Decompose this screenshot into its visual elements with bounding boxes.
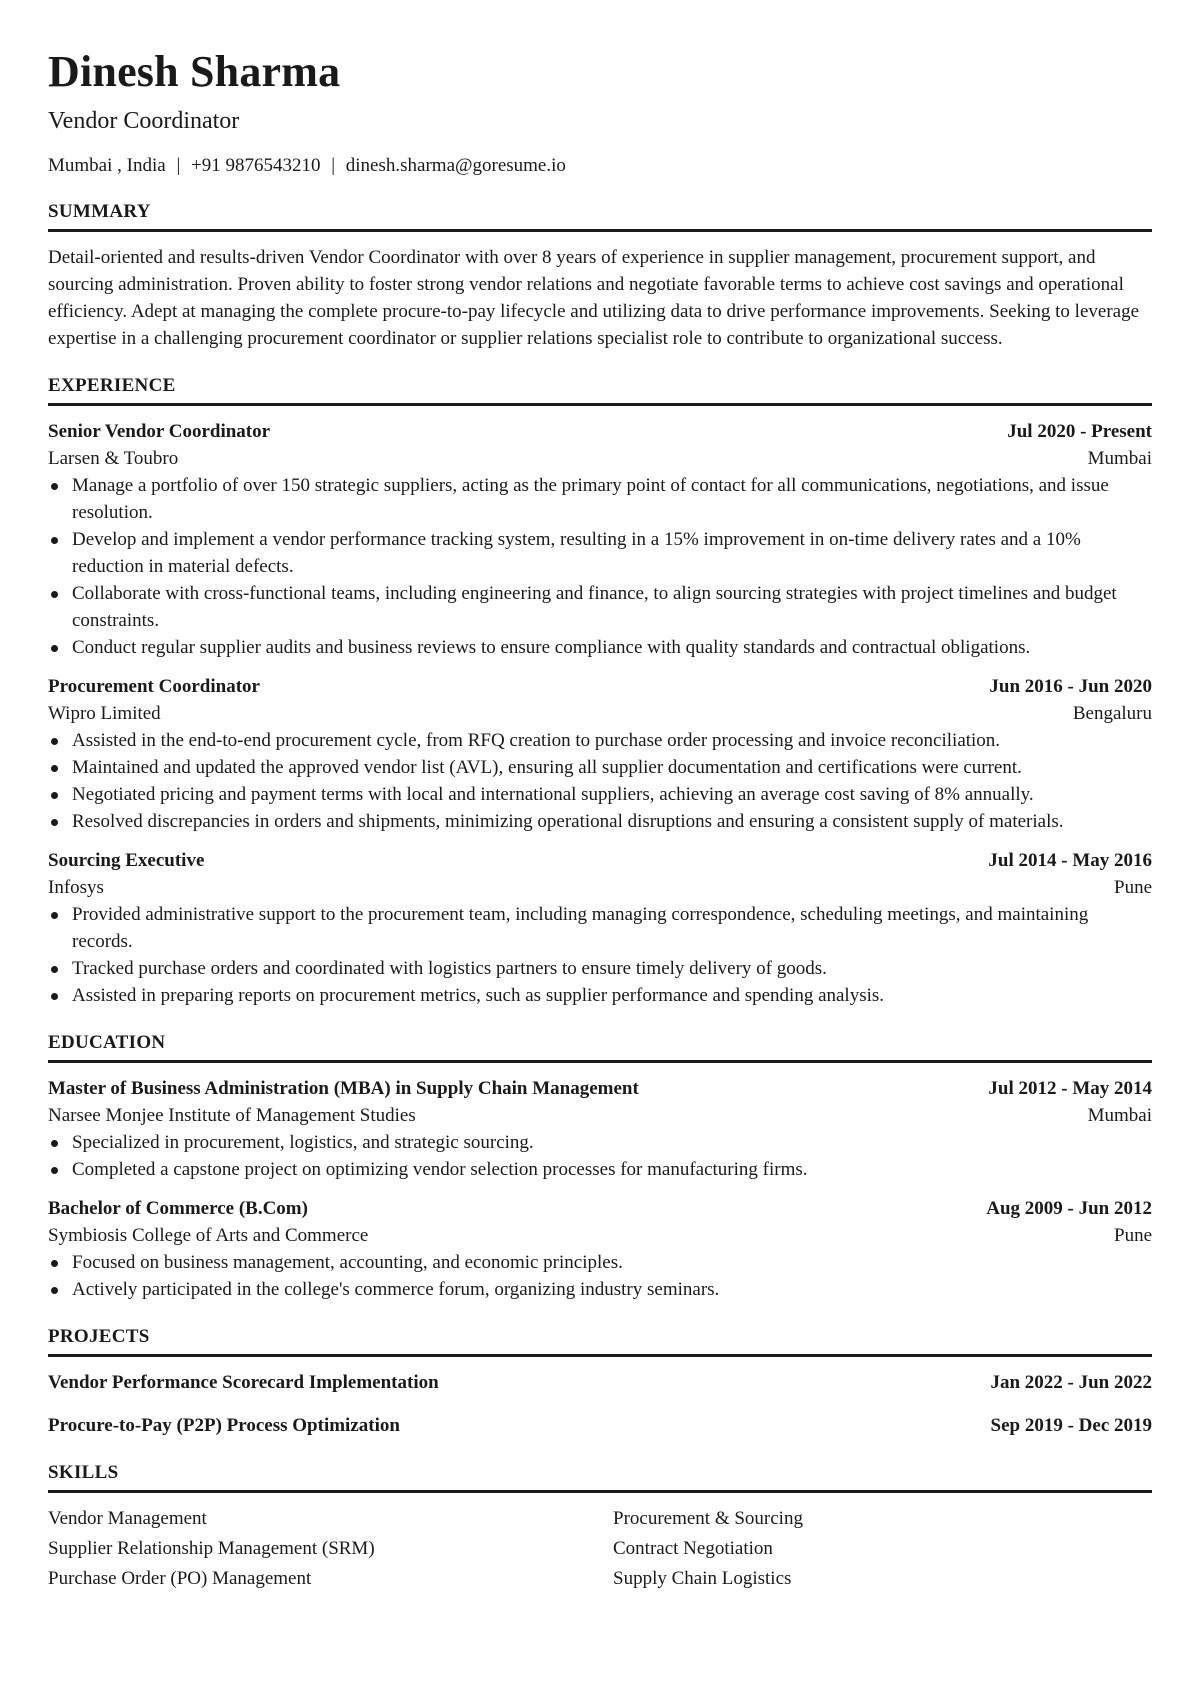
education-entry <box>48 1075 1152 1183</box>
job-location: Mumbai <box>1087 448 1152 469</box>
skill-item: Contract Negotiation <box>613 1538 773 1559</box>
project-entry <box>48 1369 1152 1396</box>
section-heading: SKILLS <box>48 1461 1152 1493</box>
entry-header <box>48 847 1152 874</box>
bullet-item: Negotiated pricing and payment terms with local and international suppliers, achieving an average cost saving of 8% annually. <box>72 781 1152 808</box>
project-entry <box>48 1412 1152 1439</box>
contact-separator: | <box>331 155 336 176</box>
skills-grid <box>48 1505 1152 1592</box>
project-title: Procure-to-Pay (P2P) Process Optimization <box>48 1415 400 1436</box>
education-location: Mumbai <box>1087 1105 1152 1126</box>
entry-subheader <box>48 1222 1152 1249</box>
bullet-item: Develop and implement a vendor performance tracking system, resulting in a 15% improvement in on-time delivery rates and a 10% reduction in material defects. <box>72 526 1152 580</box>
bullet-list <box>48 901 1152 1009</box>
entry-header <box>48 1075 1152 1102</box>
bullet-item: Assisted in the end-to-end procurement cycle, from RFQ creation to purchase order processing and invoice reconciliation. <box>72 727 1152 754</box>
contact-phone: +91 9876543210 <box>191 155 321 176</box>
entry-subheader <box>48 1102 1152 1129</box>
education-dates: Aug 2009 - Jun 2012 <box>986 1198 1152 1219</box>
entry-header <box>48 418 1152 445</box>
job-title: Procurement Coordinator <box>48 676 260 697</box>
contact-email: dinesh.sharma@goresume.io <box>345 155 566 176</box>
section-heading: SUMMARY <box>48 200 1152 232</box>
skills-section <box>48 1461 1152 1592</box>
skill-item: Supply Chain Logistics <box>613 1568 792 1589</box>
bullet-list <box>48 727 1152 835</box>
company-name: Wipro Limited <box>48 703 161 724</box>
project-title: Vendor Performance Scorecard Implementation <box>48 1372 439 1393</box>
job-title: Senior Vendor Coordinator <box>48 421 271 442</box>
contact-separator: | <box>176 155 181 176</box>
bullet-item: Specialized in procurement, logistics, and strategic sourcing. <box>72 1129 1152 1156</box>
bullet-item: Assisted in preparing reports on procurement metrics, such as supplier performance and spending analysis. <box>72 982 1152 1009</box>
bullet-item: Maintained and updated the approved vendor list (AVL), ensuring all supplier documentation and certifications were current. <box>72 754 1152 781</box>
skill-item: Vendor Management <box>48 1508 207 1529</box>
entry-subheader <box>48 874 1152 901</box>
bullet-item: Manage a portfolio of over 150 strategic suppliers, acting as the primary point of contact for all communications, negotiations, and issue resolution. <box>72 472 1152 526</box>
job-dates: Jul 2014 - May 2016 <box>988 850 1152 871</box>
bullet-item: Conduct regular supplier audits and business reviews to ensure compliance with quality standards and contractual obligations. <box>72 634 1152 661</box>
bullet-item: Actively participated in the college's commerce forum, organizing industry seminars. <box>72 1276 1152 1303</box>
summary-section <box>48 200 1152 352</box>
bullet-item: Provided administrative support to the procurement team, including managing correspondence, scheduling meetings, and maintaining records. <box>72 901 1152 955</box>
skill-item: Procurement & Sourcing <box>613 1508 803 1529</box>
summary-text: Detail-oriented and results-driven Vendor Coordinator with over 8 years of experience in supplier management, procurement support, and sourcing administration. Proven ability to foster strong vendor relations and negotiate favorable terms to achieve cost savings and operational efficiency. Adept at managing the complete procure-to-pay lifecycle and utilizing data to drive performance improvements. Seeking to leverage expertise in a challenging procurement coordinator or supplier relations specialist role to contribute to organizational success. <box>48 247 1140 349</box>
candidate-name: Dinesh Sharma <box>48 47 341 96</box>
bullet-item: Tracked purchase orders and coordinated with logistics partners to ensure timely delivery of goods. <box>72 955 1152 982</box>
skill-item: Supplier Relationship Management (SRM) <box>48 1538 375 1559</box>
skill-item: Purchase Order (PO) Management <box>48 1568 312 1589</box>
experience-entry <box>48 847 1152 1009</box>
project-dates: Jan 2022 - Jun 2022 <box>990 1372 1152 1393</box>
candidate-title: Vendor Coordinator <box>48 108 240 134</box>
project-dates: Sep 2019 - Dec 2019 <box>990 1415 1152 1436</box>
resume-header <box>48 44 1152 178</box>
education-dates: Jul 2012 - May 2014 <box>988 1078 1152 1099</box>
job-title: Sourcing Executive <box>48 850 205 871</box>
degree-title: Bachelor of Commerce (B.Com) <box>48 1198 308 1219</box>
experience-section <box>48 374 1152 1009</box>
section-heading: EXPERIENCE <box>48 374 1152 406</box>
projects-section <box>48 1325 1152 1439</box>
bullet-item: Focused on business management, accounting, and economic principles. <box>72 1249 1152 1276</box>
company-name: Infosys <box>48 877 104 898</box>
section-heading: EDUCATION <box>48 1031 1152 1063</box>
contact-location: Mumbai , India <box>48 155 166 176</box>
bullet-item: Resolved discrepancies in orders and shipments, minimizing operational disruptions and ensuring a consistent supply of materials. <box>72 808 1152 835</box>
institution-name: Symbiosis College of Arts and Commerce <box>48 1225 369 1246</box>
institution-name: Narsee Monjee Institute of Management Studies <box>48 1105 416 1126</box>
job-dates: Jul 2020 - Present <box>1007 421 1152 442</box>
contact-line <box>48 154 1152 178</box>
education-location: Pune <box>1114 1225 1152 1246</box>
company-name: Larsen & Toubro <box>48 448 179 469</box>
education-entry <box>48 1195 1152 1303</box>
job-location: Bengaluru <box>1072 703 1152 724</box>
bullet-list <box>48 1249 1152 1303</box>
bullet-item: Collaborate with cross-functional teams, including engineering and finance, to align sourcing strategies with project timelines and budget constraints. <box>72 580 1152 634</box>
degree-title: Master of Business Administration (MBA) in Supply Chain Management <box>48 1078 639 1099</box>
entry-header <box>48 673 1152 700</box>
bullet-item: Completed a capstone project on optimizing vendor selection processes for manufacturing firms. <box>72 1156 1152 1183</box>
entry-subheader <box>48 700 1152 727</box>
section-heading: PROJECTS <box>48 1325 1152 1357</box>
job-location: Pune <box>1114 877 1152 898</box>
entry-subheader <box>48 445 1152 472</box>
bullet-list <box>48 472 1152 661</box>
education-section <box>48 1031 1152 1303</box>
entry-header <box>48 1195 1152 1222</box>
experience-entry <box>48 418 1152 661</box>
bullet-list <box>48 1129 1152 1183</box>
experience-entry <box>48 673 1152 835</box>
job-dates: Jun 2016 - Jun 2020 <box>989 676 1152 697</box>
